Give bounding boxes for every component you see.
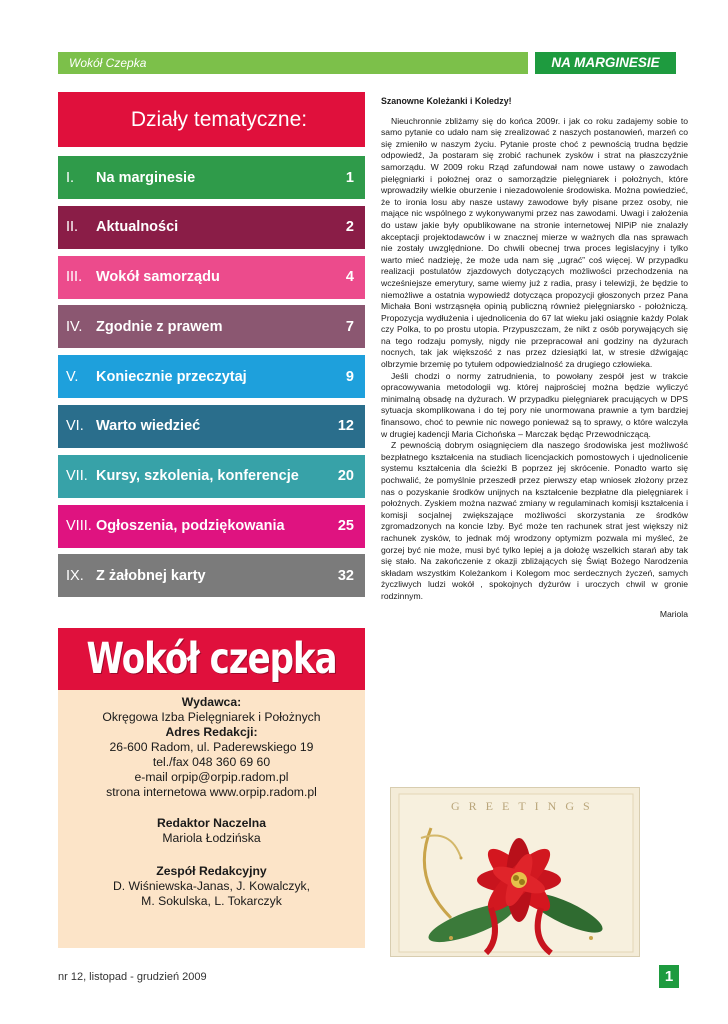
section-header-left: Wokół Czepka (58, 52, 528, 74)
letter-paragraph-3: Z pewnością dobrym osiągnięciem dla naszego środowiska jest możliwość bezpłatnego kształcenia na studiach licencjackich pomostowych i ujednolicenie systemu kształcenia dla ścieżki B poprzez jej skrócenie. Ponadto warto się pochwalić, że pomyślnie przeszedł przez pierwszy etap wniosek złożony przez nas o pozyskanie środków unijnych na kształcenie bezpłatne dla pielęgniarek i położnych. Zyskiem można nazwać zmiany w regulaminach komisji kształcenia i komisji socjalnej zwiększające możliwości skorzystania ze środków zgromadzonych na koncie Izby. Być może ten rachunek strat jest większy niż rachunek zysków, to jednak mój wrodzony optymizm pozwala mi myśleć, że gorzej być nie może, musi być tylko lepiej a ja dołożę wszelkich starań aby tak się stało. Na zakończenie z okazji zbliżających się Świąt Bożego Narodzenia składam wszystkim Koleżankom i Kolegom moc serdecznych życzeń, samych życzliwych ludzi wokół , spokojnych dyżurów i uroczych chwil w gronie rodzinnym. (381, 440, 688, 601)
editor-name: Mariola Łodzińska (162, 831, 261, 845)
toc-item (58, 455, 365, 498)
toc-item-number: I. (66, 169, 75, 186)
toc-item-number: IX. (66, 567, 84, 584)
toc-item (58, 256, 365, 299)
website: strona internetowa www.orpip.radom.pl (106, 785, 317, 799)
publisher-info (58, 690, 365, 948)
editorial-letter (381, 96, 688, 620)
masthead-logo: Wokół czepka (86, 634, 337, 684)
toc-item-page: 32 (337, 567, 354, 584)
team-label: Zespół Redakcyjny (156, 864, 267, 878)
toc-item-label: Wokół samorządu (96, 269, 220, 286)
toc-item (58, 156, 365, 199)
letter-signature: Mariola (659, 608, 688, 619)
letter-greeting: Szanowne Koleżanki i Koledzy! (381, 96, 512, 106)
letter-paragraph-2: Jeśli chodzi o normy zatrudnienia, to powołany zespół jest w trakcie opracowywania metodologii wg. której najprościej można będzie wyliczyć minimalną obsadę na dyżurach. W przypadku pielęgniarek pracujących w DPS sytuacja skomplikowana i do tej pory nie unormowana prawnie a tym bardziej finansowo, choć to pewnie nic nowego ponieważ są to sprawy, o które walczyła w drugiej kadencji Maria Cichońska – Marczak będąc Przewodniczącą. (381, 370, 688, 439)
toc-item-label: Koniecznie przeczytaj (96, 368, 247, 385)
section-header-right: NA MARGINESIE (535, 52, 676, 74)
toc-item-label: Kursy, szkolenia, konferencje (96, 468, 299, 485)
poinsettia-icon (391, 788, 640, 957)
letter-paragraph-1: Nieuchronnie zbliżamy się do końca 2009r. i jak co roku zadajemy sobie to samo pytanie co udało nam się zrealizować z naszych postanowień, marzeń co się zmieniło w naszym życiu. Pytanie proste choć z pewnością trudna będzie odpowiedź, Ja postaram się zrobić rachunek zysków i strat na płaszczyźnie samorządu. W 2009 roku Rząd zafundował nam nowe ustawy o zawodach pielęgniarki i położnej oraz o samorządzie pielęgniarek i położnych, które wprowadziły wielkie oburzenie i niezadowolenie środowiska. Można powiedzieć, że to ironia losu aby nasze ustawy zawodowe były pisane przez osoby, nie mające nic wspólnego z wykonywanymi przez nas zawodami. Uwagi i założenia do ustaw jakie były opublikowane na stronie internetowej NIPiP nie znalazły akceptacji projektodawców i w znacznej mierze w ważnych dla nas sprawach nie zostały uwzględnione. Do chwili obecnej trwa proces legislacyjny i tylko warto mieć nadzieję, że może uda nam się „ugrać” coś więcej. W przypadku realizacji postulatów zjazdowych dotyczących możliwości przechodzenia na wcześniejsze emerytury, same wiemy już z radia, prasy i telewizji, że będzie to niemożliwe a ostatnia wypowiedź dotycząca propozycji głoszonych przez Pana Michała Boni wstrząsnęła opinią publiczną również pielęgniarsko - położniczą. Propozycja wydłużenia i ujednolicenia do 67 lat wieku jaki osiągnie każdy Polak czy Polka, to po prostu utopia. Przypuszczam, że nikt z osób porywających się na tego rodzaju pomysły, nigdy nie przepracował ani godziny na dyżurach nocnych, tak jak większość z nas przez dziesiątki lat, w stresie dźwigając olbrzymie brzemię po tytułem odpowiedzialność za drugiego człowieka. (381, 115, 688, 370)
team-line-1: D. Wiśniewska-Janas, J. Kowalczyk, (112, 879, 311, 893)
toc-item-page: 20 (337, 468, 354, 485)
toc-item-number: V. (66, 368, 79, 385)
toc-item (58, 405, 365, 448)
toc-item-label: Aktualności (96, 219, 179, 236)
address-label: Adres Redakcji: (165, 725, 258, 739)
toc-item-number: III. (66, 269, 83, 286)
toc-item-page: 2 (345, 219, 354, 236)
editor-label: Redaktor Naczelna (156, 816, 267, 830)
phone: tel./fax 048 360 69 60 (152, 755, 271, 769)
toc-item-page: 4 (345, 269, 354, 286)
issue-info: nr 12, listopad - grudzień 2009 (58, 971, 207, 983)
toc-item-number: II. (66, 219, 79, 236)
toc-item-page: 9 (345, 368, 354, 385)
toc-item-number: VII. (66, 468, 88, 485)
toc-item (58, 206, 365, 249)
toc-item-page: 12 (337, 418, 354, 435)
toc-item-label: Warto wiedzieć (96, 418, 201, 435)
masthead (58, 628, 365, 690)
page-number: 1 (659, 965, 679, 988)
publisher-label: Wydawca: (181, 695, 242, 709)
christmas-card-image (390, 787, 640, 957)
toc-item-page: 1 (345, 169, 354, 186)
toc-item-label: Zgodnie z prawem (96, 318, 223, 335)
toc-item (58, 355, 365, 398)
toc-item (58, 505, 365, 548)
toc-title: Działy tematyczne: (58, 92, 365, 147)
toc-item-page: 25 (337, 518, 354, 535)
team-line-2: M. Sokulska, L. Tokarczyk (141, 894, 282, 908)
publisher-name: Okręgowa Izba Pielęgniarek i Położnych (102, 710, 321, 724)
toc-list (58, 156, 365, 604)
toc-item-number: VIII. (66, 518, 92, 535)
toc-item-label: Z żałobnej karty (96, 567, 206, 584)
toc-item-number: IV. (66, 318, 83, 335)
address: 26-600 Radom, ul. Paderewskiego 19 (109, 740, 314, 754)
toc-item-number: VI. (66, 418, 84, 435)
toc-item (58, 305, 365, 348)
toc-item-page: 7 (345, 318, 354, 335)
toc-item-label: Ogłoszenia, podziękowania (96, 518, 285, 535)
card-text: GREETINGS (451, 799, 599, 813)
email: e-mail orpip@orpip.radom.pl (134, 770, 289, 784)
toc-item (58, 554, 365, 597)
toc-item-label: Na marginesie (96, 169, 196, 186)
